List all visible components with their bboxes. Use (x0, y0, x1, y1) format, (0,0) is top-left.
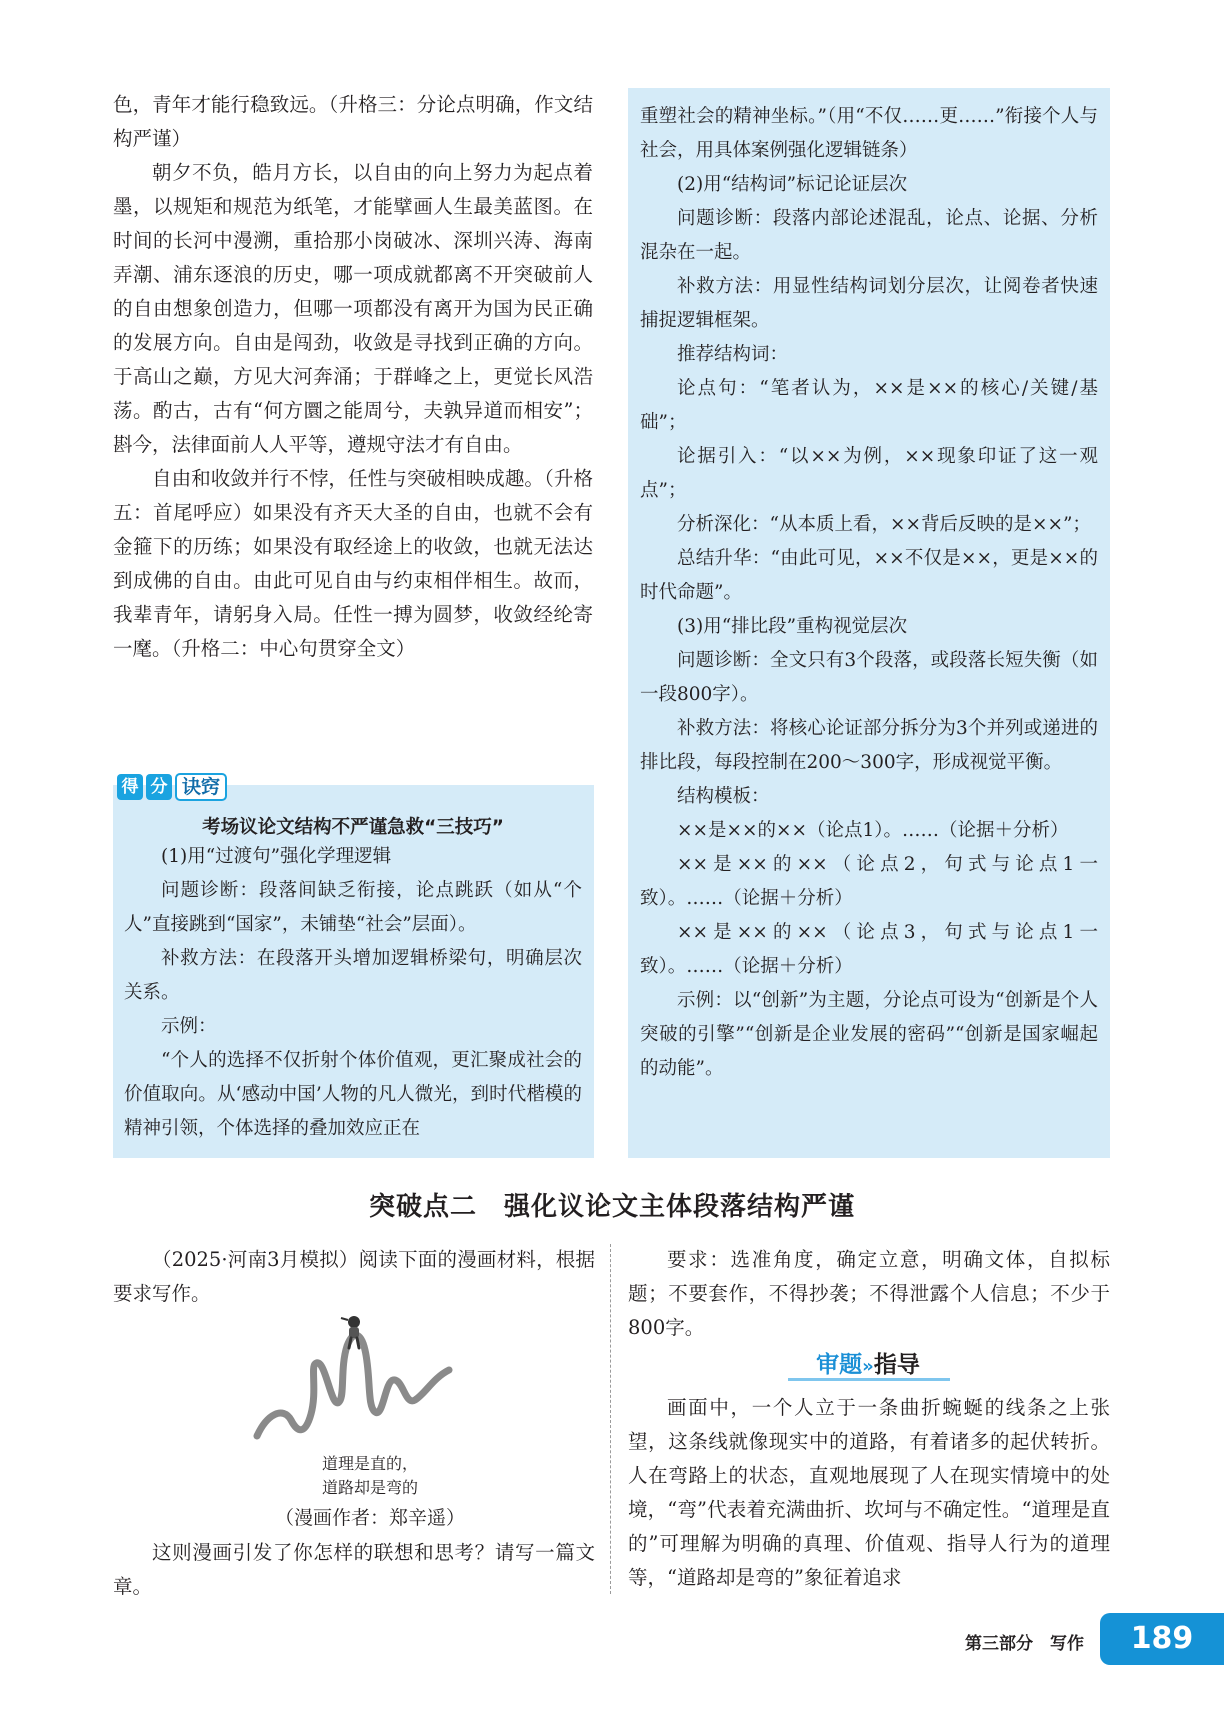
guide-sep: » (862, 1356, 874, 1377)
tips-line: 总结升华：“由此可见，××不仅是××，更是××的时代命题”。 (640, 548, 1098, 603)
tips-line: 论点句：“笔者认为，××是××的核心/关键/基础”； (640, 378, 1098, 433)
left-column-text (113, 88, 593, 666)
tips-right-text (640, 100, 1098, 1086)
guide-text (628, 1391, 1110, 1595)
tips-line: 问题诊断：全文只有3个段落，或段落长短失衡（如一段800字）。 (640, 650, 1098, 705)
section-title: 突破点二 强化议论文主体段落结构严谨 (368, 1192, 855, 1222)
page-number: 189 (1100, 1613, 1224, 1665)
column-divider (610, 1244, 611, 1594)
comic-illustration (245, 1310, 465, 1445)
tips-badge (117, 773, 227, 801)
tips-line: ××是××的××（论点1）。……（论据＋分析） (677, 820, 1069, 841)
tips-line: 推荐结构词： (677, 344, 789, 365)
tips-line: (2)用“结构词”标记论证层次 (677, 174, 908, 195)
paragraph: 朝夕不负，皓月方长，以自由的向上努力为起点着墨，以规矩和规范为纸笔，才能擘画人生最美蓝图。在时间的长河中漫溯，重拾那小岗破冰、深圳兴涛、海南弄潮、浦东逐浪的历史，哪一项成就都离不开突破前人的自由想象创造力，但哪一项都没有离开为国为民正确的发展方向。自由是闯劲，收敛是寻找到正确的方向。于高山之巅，方见大河奔涌；于群峰之上，更觉长风浩荡。酌古，古有“何方圜之能周兮，夫孰异道而相安”；斟今，法律面前人人平等，遵规守法才有自由。 (113, 161, 593, 456)
tips-line: (1)用“过渡句”强化学理逻辑 (161, 846, 392, 867)
tips-line: 补救方法：将核心论证部分拆分为3个并列或递进的排比段，每段控制在200～300字，形成视觉平衡。 (640, 718, 1098, 773)
tips-line: 问题诊断：段落内部论述混乱，论点、论据、分析混杂在一起。 (640, 208, 1098, 263)
comic-author: （漫画作者：郑辛遥） (274, 1507, 465, 1529)
tips-line: 分析深化：“从本质上看，××背后反映的是××”； (677, 514, 1091, 535)
tips-left-text (124, 840, 582, 1146)
tips-line: 重塑社会的精神坐标。”（用“不仅……更……”衔接个人与社会，用具体案例强化逻辑链条） (640, 106, 1098, 161)
guide-label-b: 指导 (873, 1352, 920, 1378)
badge-char: 得 (117, 774, 143, 800)
person-icon (341, 1316, 360, 1348)
guide-heading (788, 1346, 948, 1379)
guide-label-a: 审题 (816, 1352, 863, 1378)
caption-line: 道理是直的， (321, 1454, 418, 1473)
tips-line: 问题诊断：段落间缺乏衔接，论点跳跃（如从“个人”直接跳到“国家”，未铺垫“社会”层面）。 (124, 880, 582, 935)
tips-line: ××是××的××（论点3，句式与论点1一致）。……（论据＋分析） (640, 922, 1098, 977)
paragraph: 要求：选准角度，确定立意，明确文体，自拟标题；不要套作，不得抄袭；不得泄露个人信息；不少于800字。 (628, 1248, 1110, 1339)
footer-section-label: 第三部分 写作 (965, 1634, 1084, 1654)
prompt-requirement (628, 1243, 1110, 1345)
prompt-question (113, 1536, 595, 1604)
tips-line: (3)用“排比段”重构视觉层次 (677, 616, 908, 637)
caption-line: 道路却是弯的 (321, 1478, 418, 1497)
page-footer (924, 1613, 1224, 1669)
tips-line: 结构模板： (677, 786, 770, 807)
tips-line: 论据引入：“以××为例，××现象印证了这一观点”； (640, 446, 1098, 501)
badge-word: 诀窍 (175, 773, 227, 801)
paragraph: 自由和收敛并行不悖，任性与突破相映成趣。（升格五：首尾呼应）如果没有齐天大圣的自由，也就不会有金箍下的历练；如果没有取经途上的收敛，也就无法达到成佛的自由。由此可见自由与约束相伴相生。故而，我辈青年，请躬身入局。任性一搏为圆梦，收敛经纶寄一麾。（升格二：中心句贯穿全文） (113, 467, 593, 660)
paragraph: 画面中，一个人立于一条曲折蜿蜒的线条之上张望，这条线就像现实中的道路，有着诸多的起伏转折。人在弯路上的状态，直观地展现了人在现实情境中的处境，“弯”代表着充满曲折、坎坷与不确定性。“道理是直的”可理解为明确的真理、价值观、指导人行为的道理等，“道路却是弯的”象征着追求 (628, 1396, 1110, 1589)
comic-caption (240, 1452, 500, 1500)
winding-line (257, 1335, 449, 1436)
prompt-intro (113, 1243, 595, 1311)
tips-line: 补救方法：用显性结构词划分层次，让阅卷者快速捕捉逻辑框架。 (640, 276, 1098, 331)
tips-line: 示例： (161, 1016, 217, 1037)
tips-title: 考场议论文结构不严谨急救“三技巧” (202, 817, 504, 838)
tips-line: ××是××的××（论点2，句式与论点1一致）。……（论据＋分析） (640, 854, 1098, 909)
tips-line: 补救方法：在段落开头增加逻辑桥梁句，明确层次关系。 (124, 948, 582, 1003)
paragraph: 这则漫画引发了你怎样的联想和思考？请写一篇文章。 (113, 1541, 595, 1598)
tips-line: 示例：以“创新”为主题，分论点可设为“创新是个人突破的引擎”“创新是企业发展的密码”“创新是国家崛起的动能”。 (640, 990, 1098, 1079)
badge-char: 分 (146, 774, 172, 800)
paragraph: 色，青年才能行稳致远。（升格三：分论点明确，作文结构严谨） (113, 93, 593, 150)
guide-underline (788, 1378, 950, 1381)
tips-line: “个人的选择不仅折射个体价值观，更汇聚成社会的价值取向。从‘感动中国’人物的凡人微光，到时代楷模的精神引领，个体选择的叠加效应正在 (124, 1050, 582, 1139)
paragraph: （2025·河南3月模拟）阅读下面的漫画材料，根据要求写作。 (113, 1248, 595, 1305)
